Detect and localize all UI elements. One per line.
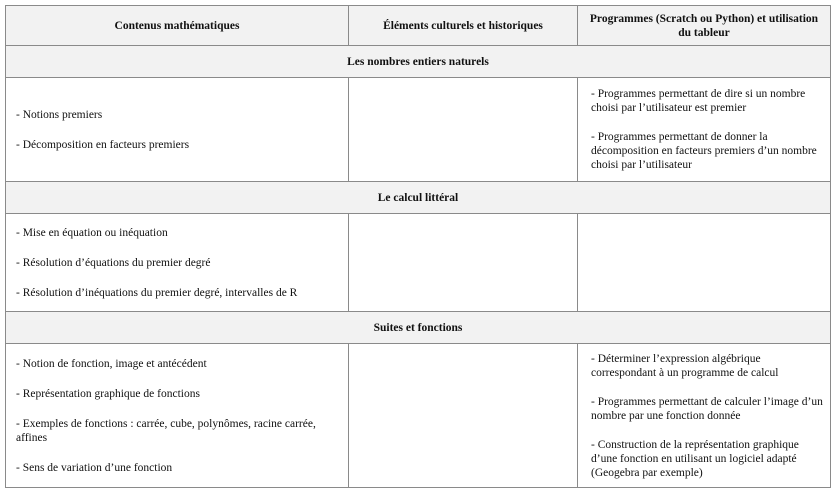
- elements-cell: [349, 344, 578, 488]
- programs-cell: [578, 78, 831, 182]
- table-row: [6, 78, 831, 182]
- list-item: - Programmes permettant de calculer l’image d’un nombre par une fonction donnée: [591, 395, 823, 422]
- list-item: - Programmes permettant de dire si un nombre choisi par l’utilisateur est premier: [591, 88, 806, 114]
- elements-cell: [349, 78, 578, 182]
- list-item: - Décomposition en facteurs premiers: [16, 138, 190, 151]
- list-item: - Déterminer l’expression algébrique correspondant à un programme de calcul: [591, 352, 779, 379]
- list-item: - Notions premiers: [16, 108, 103, 121]
- list-item: - Programmes permettant de donner la décomposition en facteurs premiers d’un nombre choisi par l’utilisateur: [591, 131, 817, 171]
- table-row: [6, 214, 831, 312]
- section-row: [6, 312, 831, 344]
- contents-cell: [6, 214, 349, 312]
- header-contenus: Contenus mathématiques: [6, 6, 349, 46]
- elements-cell: [349, 214, 578, 312]
- list-item: - Construction de la représentation graphique d’une fonction en utilisant un logiciel adapté (Geogebra par exemple): [591, 438, 799, 479]
- list-item: - Sens de variation d’une fonction: [16, 461, 173, 474]
- header-programmes: Programmes (Scratch ou Python) et utilisation du tableur: [578, 6, 831, 46]
- list-item: - Notion de fonction, image et antécédent: [16, 357, 207, 370]
- programs-cell: [578, 214, 831, 312]
- section-row: [6, 182, 831, 214]
- contents-cell: [6, 344, 349, 488]
- programs-cell: [578, 344, 831, 488]
- section-row: [6, 46, 831, 78]
- list-item: - Mise en équation ou inéquation: [16, 226, 168, 239]
- list-item: - Exemples de fonctions : carrée, cube, polynômes, racine carrée, affines: [16, 417, 316, 444]
- table-row: [6, 344, 831, 488]
- list-item: - Représentation graphique de fonctions: [16, 387, 200, 400]
- section-title-entiers: Les nombres entiers naturels: [6, 46, 831, 78]
- list-item: - Résolution d’inéquations du premier degré, intervalles de R: [16, 286, 298, 299]
- header-elements: Éléments culturels et historiques: [349, 6, 578, 46]
- list-item: - Résolution d’équations du premier degré: [16, 256, 211, 269]
- curriculum-table: [5, 5, 831, 488]
- section-title-calcul: Le calcul littéral: [6, 182, 831, 214]
- table-header-row: [6, 6, 831, 46]
- contents-cell: [6, 78, 349, 182]
- section-title-fonctions: Suites et fonctions: [6, 312, 831, 344]
